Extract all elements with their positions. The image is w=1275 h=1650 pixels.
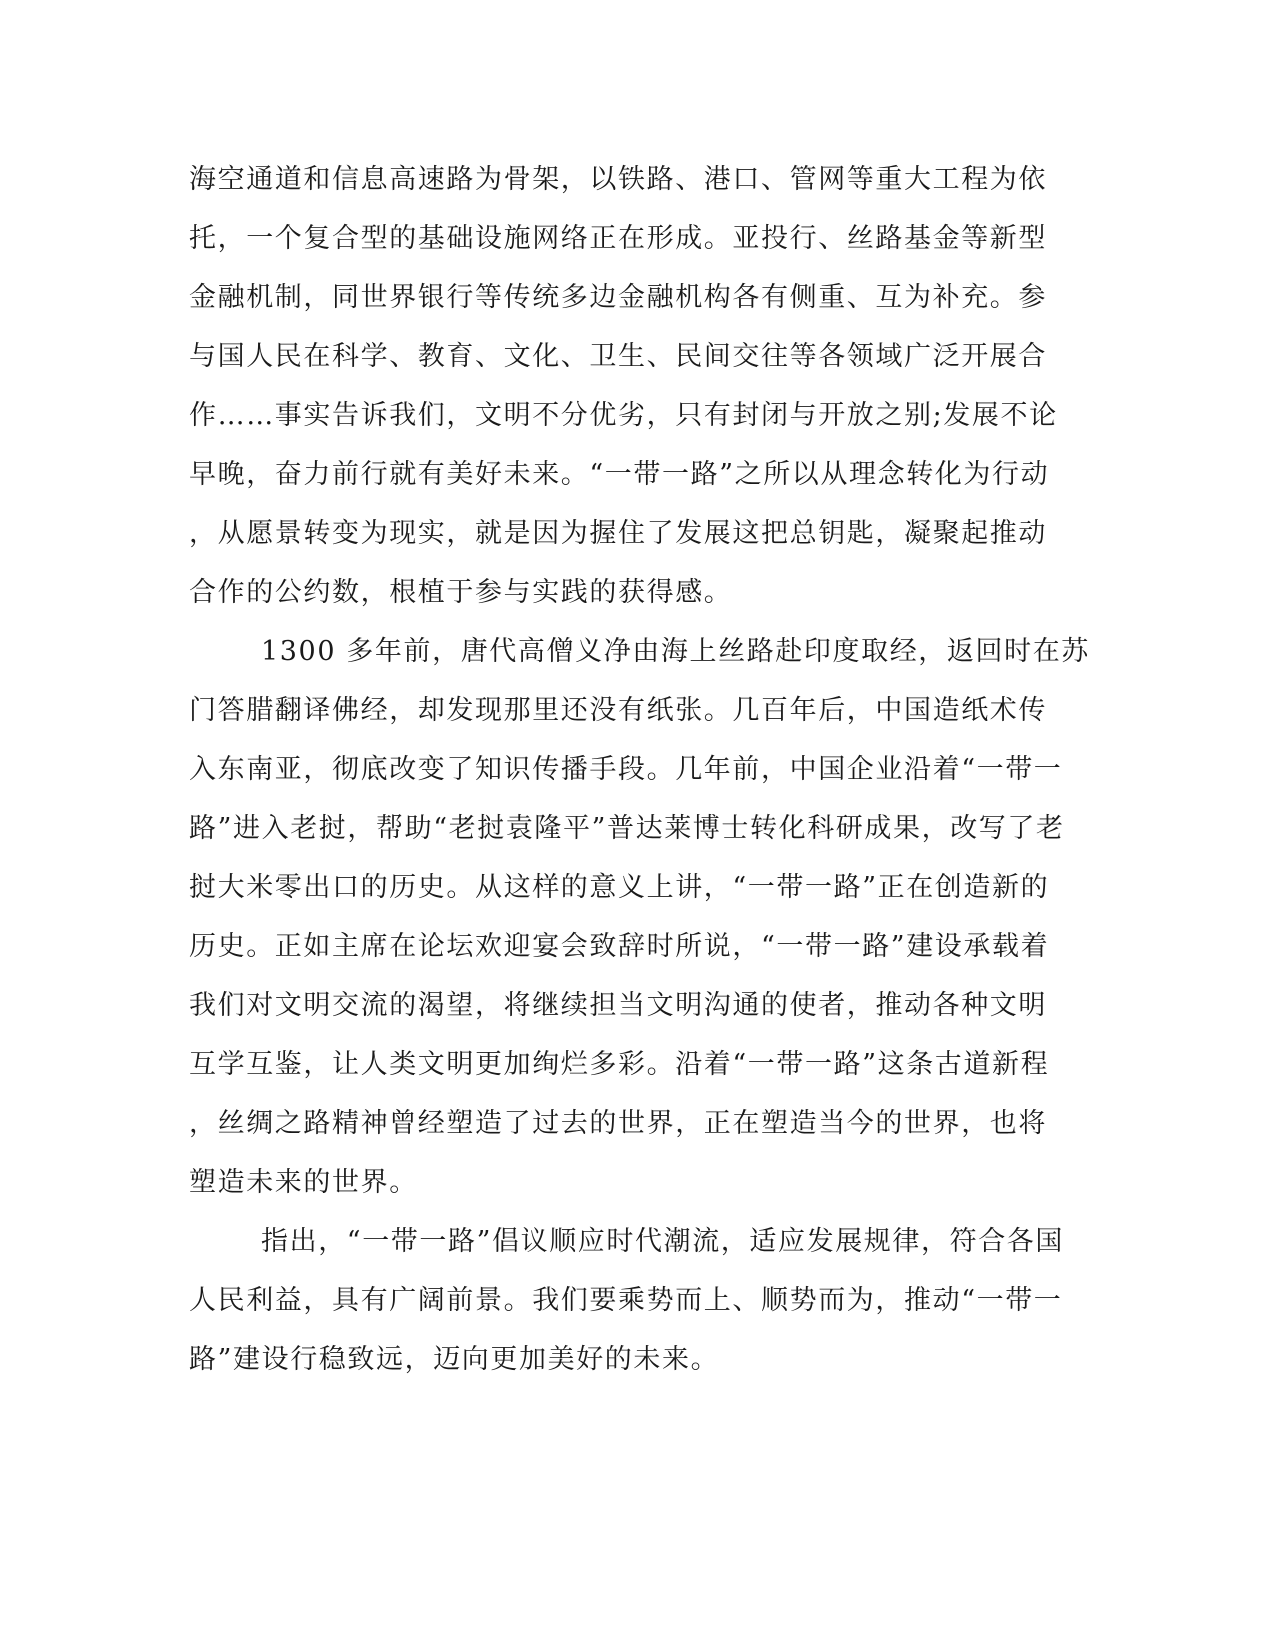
text-line: 托，一个复合型的基础设施网络正在形成。亚投行、丝路基金等新型: [189, 223, 1047, 254]
text-line: 早晚，奋力前行就有美好未来。“一带一路”之所以从理念转化为行动: [189, 459, 1050, 490]
text-line: 门答腊翻译佛经，却发现那里还没有纸张。几百年后，中国造纸术传: [189, 695, 1047, 726]
text-line: 路”进入老挝，帮助“老挝袁隆平”普达莱博士转化科研成果，改写了老: [189, 813, 1065, 844]
text-line: 与国人民在科学、教育、文化、卫生、民间交往等各领域广泛开展合: [189, 341, 1047, 372]
text-line: 1300 多年前，唐代高僧义净由海上丝路赴印度取经，返回时在苏: [261, 636, 1090, 667]
text-line: 入东南亚，彻底改变了知识传播手段。几年前，中国企业沿着“一带一: [189, 754, 1063, 785]
text-line: 金融机制，同世界银行等传统多边金融机构各有侧重、互为补充。参: [189, 282, 1047, 313]
text-line: 我们对文明交流的渴望，将继续担当文明沟通的使者，推动各种文明: [189, 990, 1047, 1021]
text-line: ，丝绸之路精神曾经塑造了过去的世界，正在塑造当今的世界，也将: [189, 1108, 1047, 1139]
text-line: 指出，“一带一路”倡议顺应时代潮流，适应发展规律，符合各国: [261, 1226, 1065, 1257]
text-line: 互学互鉴，让人类文明更加绚烂多彩。沿着“一带一路”这条古道新程: [189, 1049, 1050, 1080]
text-line: 历史。正如主席在论坛欢迎宴会致辞时所说，“一带一路”建设承载着: [189, 931, 1050, 962]
text-line: 人民利益，具有广阔前景。我们要乘势而上、顺势而为，推动“一带一: [189, 1285, 1063, 1316]
text-line: ，从愿景转变为现实，就是因为握住了发展这把总钥匙，凝聚起推动: [189, 518, 1047, 549]
text-line: 塑造未来的世界。: [189, 1167, 418, 1198]
text-line: 作……事实告诉我们，文明不分优劣，只有封闭与开放之别;发展不论: [189, 400, 1058, 431]
text-line: 挝大米零出口的历史。从这样的意义上讲，“一带一路”正在创造新的: [189, 872, 1050, 903]
text-line: 海空通道和信息高速路为骨架，以铁路、港口、管网等重大工程为依: [189, 164, 1047, 195]
text-line: 路”建设行稳致远，迈向更加美好的未来。: [189, 1344, 720, 1375]
text-line: 合作的公约数，根植于参与实践的获得感。: [189, 577, 733, 608]
